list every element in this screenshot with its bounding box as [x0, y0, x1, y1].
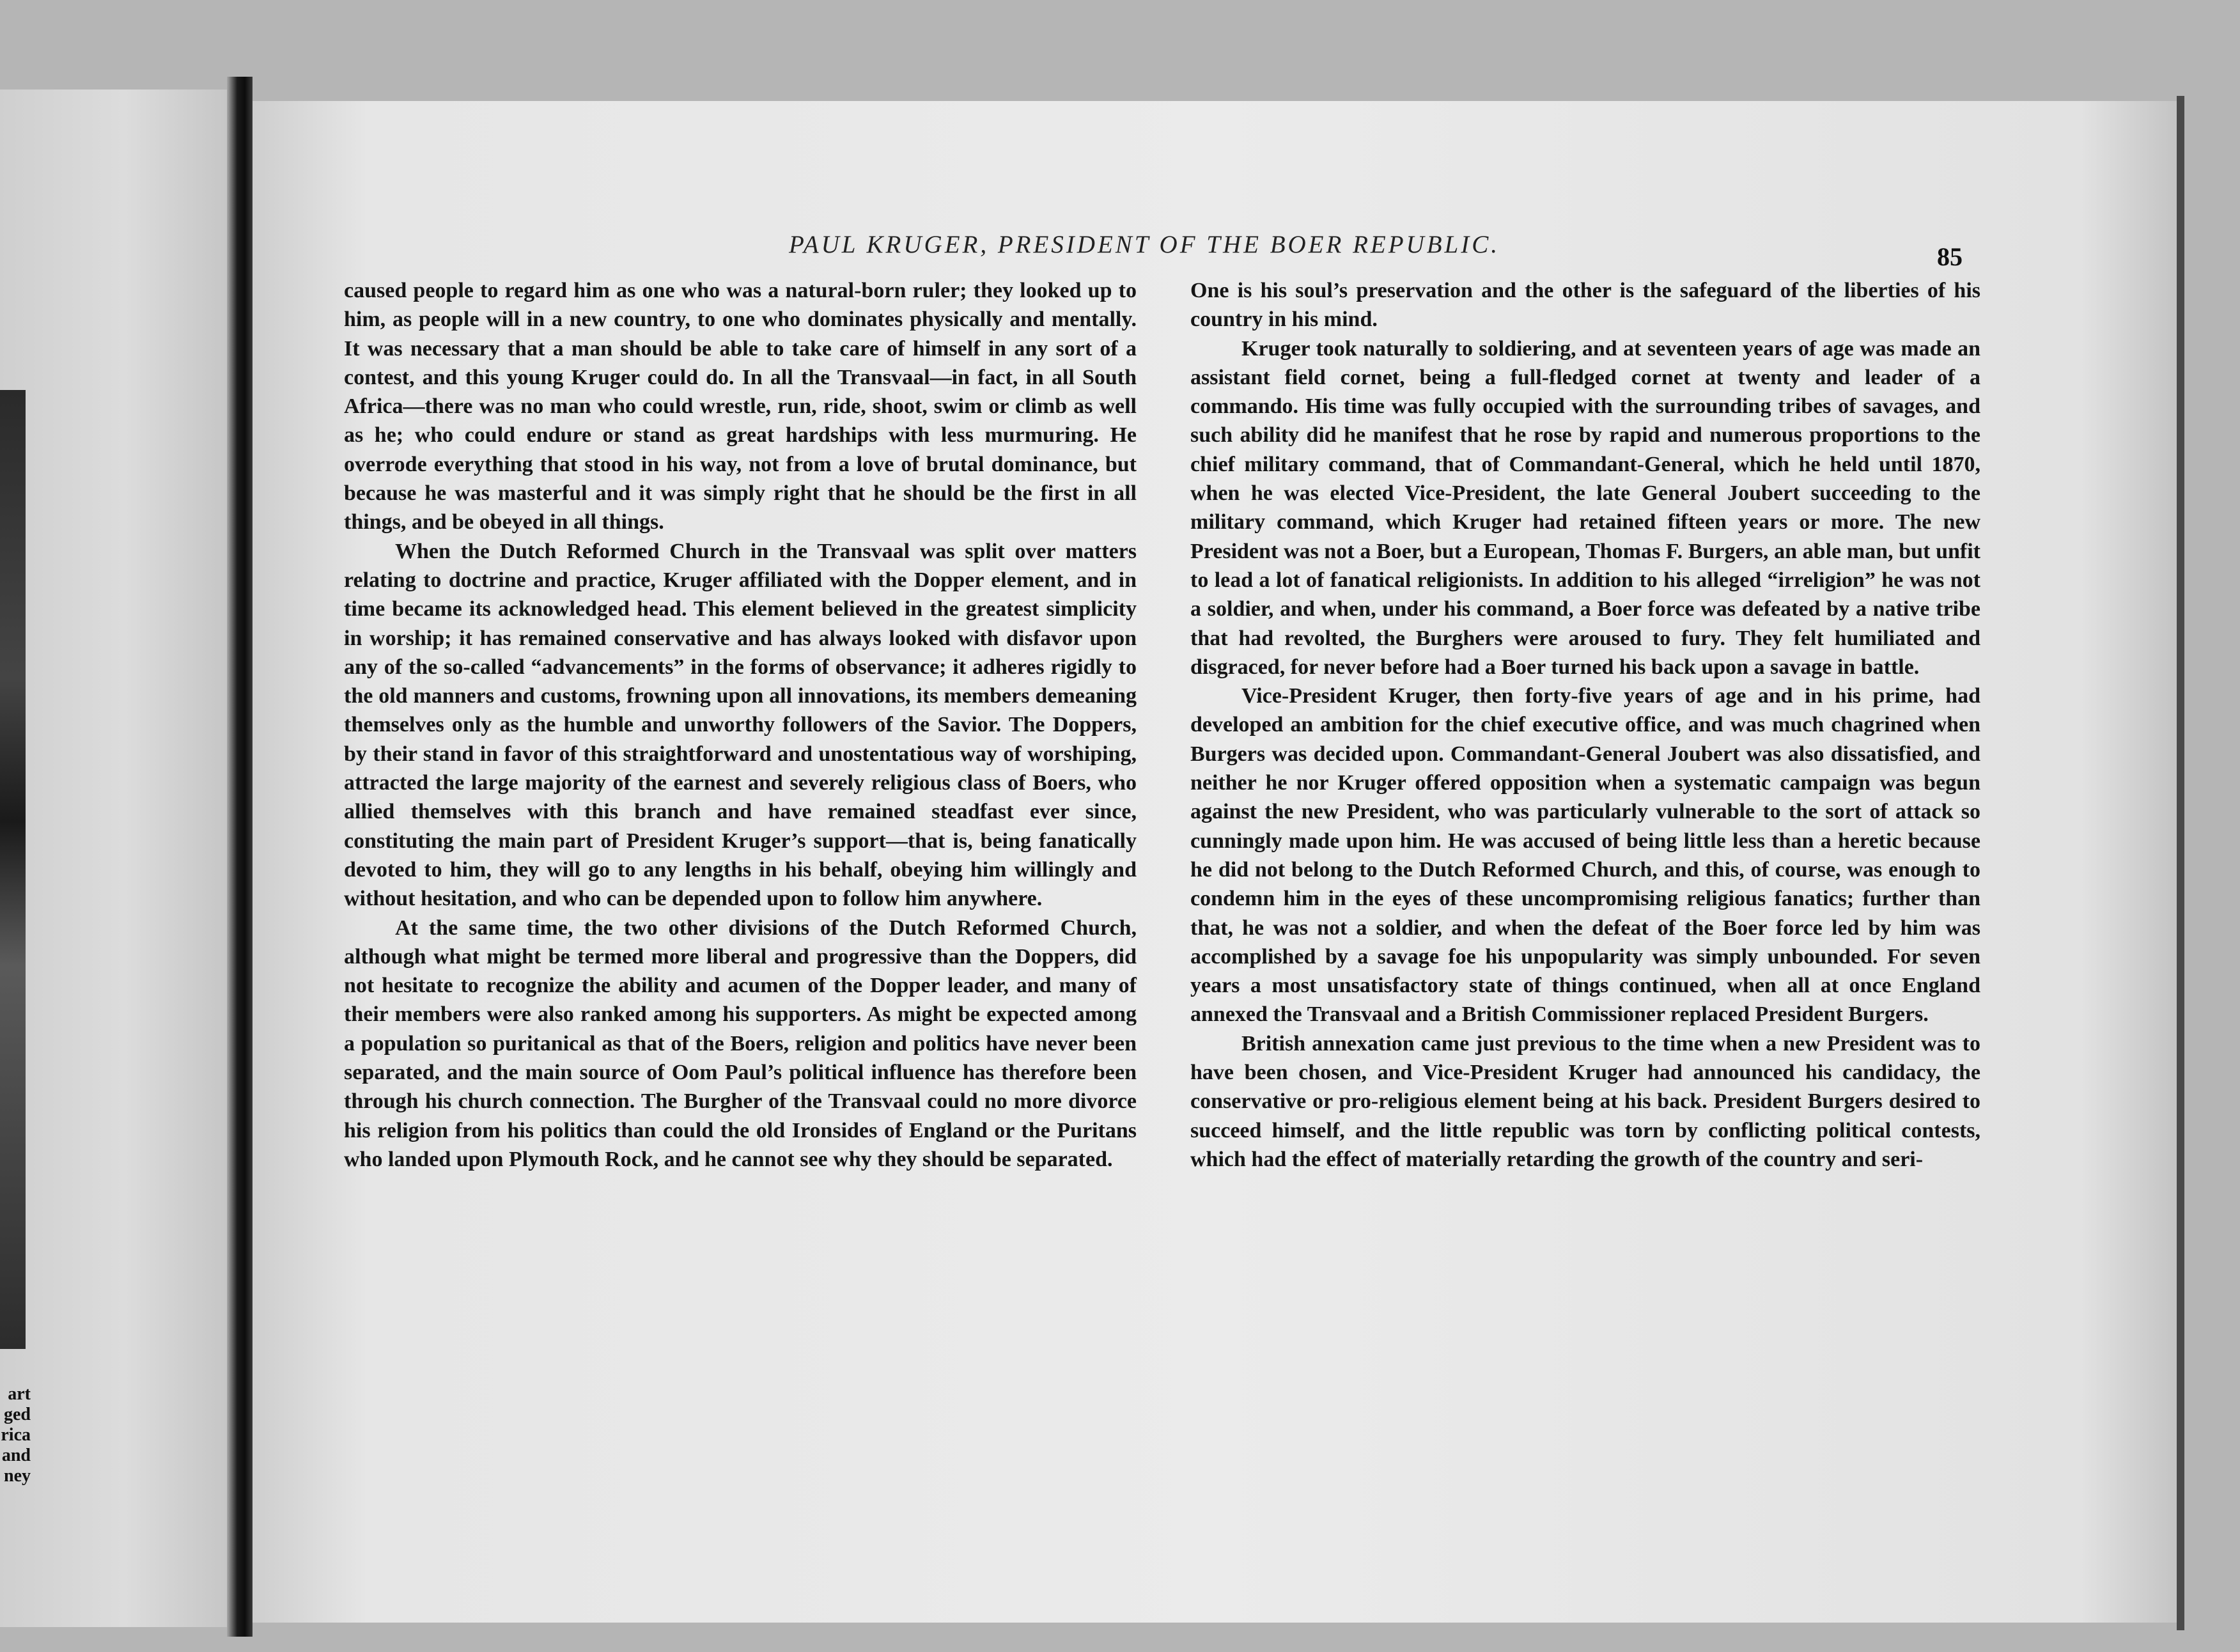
- right-column: [1190, 276, 1980, 1174]
- page-number: 85: [1937, 242, 1963, 271]
- paragraph: Kruger took naturally to soldiering, and at seventeen years of age was made an assistant field cornet, being a full-fledged cornet at twenty and leader of a commando. His time was fully occupied with the surrounding tribes of savages, and such ability did he manifest that he rose by rapid and numerous proportions to the chief military command, that of Commandant-General, which he held until 1870, when he was elected Vice-President, the late General Joubert succeeding to the military command, which Kruger had retained fifteen years or more. The new President was not a Boer, but a European, Thomas F. Burgers, an able man, but unfit to lead a lot of fanatical religionists. In addition to his alleged “irreligion” he was not a soldier, and when, under his command, a Boer force was defeated by a native tribe that had revolted, the Burghers were aroused to fury. They felt humiliated and disgraced, for never before had a Boer turned his back upon a savage in battle.: [1190, 336, 1980, 679]
- paragraph: At the same time, the two other divisions of the Dutch Reformed Church, although what might be termed more liberal and progressive than the Doppers, did not hesitate to recognize the ability and acumen of the Dopper leader, and many of their members were also ranked among his supporters. As might be expected among a population so puritanical as that of the Boers, religion and politics have never been separated, and the main source of Oom Paul’s political influence has therefore been through his church connection. The Burgher of the Transvaal could no more divorce his religion from his politics than could the old Ironsides of England or the Puritans who landed upon Plymouth Rock, and he cannot see why they should be separated.: [344, 916, 1137, 1171]
- caption-fragment: ney: [4, 1466, 31, 1486]
- paragraph: Vice-President Kruger, then forty-five years of age and in his prime, had developed an ambition for the chief executive office, and was much chagrined when Burgers was decided upon. Commandant-General Joubert was also dissatisfied, and neither he nor Kruger offered opposition when a systematic campaign was begun against the new President, who was particularly vulnerable to the sort of attack so cunningly made upon him. He was accused of being little less than a heretic because he did not belong to the Dutch Reformed Church, and this, of course, was enough to condemn him in the eyes of these uncompromising religious fanatics; further than that, he was not a soldier, and when the defeat of the Boer force led by him was accomplished by a savage foe his unpopularity was simply unbounded. For seven years a most unsatisfactory state of things continued, when all at once England annexed the Transvaal and a British Commissioner replaced President Burgers.: [1190, 684, 1980, 1027]
- caption-fragment: art: [8, 1384, 31, 1404]
- previous-page-photo: [0, 390, 26, 1349]
- running-head: PAUL KRUGER, PRESIDENT OF THE BOER REPUBLIC.: [789, 231, 1500, 258]
- previous-page-caption: [0, 1384, 31, 1486]
- paragraph: One is his soul’s preservation and the other is the safeguard of the liberties of his country in his mind.: [1190, 279, 1980, 332]
- left-column: [344, 276, 1137, 1174]
- previous-page: [0, 90, 227, 1627]
- paragraph: British annexation came just previous to the time when a new President was to have been chosen, and Vice-President Kruger had announced his candidacy, the conservative or pro-religious element being at his back. President Burgers desired to succeed himself, and the little republic was torn by conflicting political contests, which had the effect of materially retarding the growth of the country and seri-: [1190, 1031, 1980, 1171]
- caption-fragment: ged: [4, 1405, 31, 1424]
- paragraph: caused people to regard him as one who was a natural-born ruler; they looked up to him, as people will in a new country, to one who dominates physically and mentally. It was necessary that a man should be able to take care of himself in any sort of a contest, and this young Kruger could do. In all the Transvaal—in fact, in all South Africa—there was no man who could wrestle, run, ride, shoot, swim or climb as well as he; who could endure or stand as great hardships with less murmuring. He overrode everything that stood in his way, not from a love of brutal dominance, but because he was masterful and it was simply right that he should be the first in all things, and be obeyed in all things.: [344, 279, 1137, 534]
- page-edge: [2177, 96, 2184, 1630]
- caption-fragment: rica: [1, 1425, 31, 1445]
- caption-fragment: and: [1, 1446, 31, 1465]
- book-gutter: [227, 77, 253, 1637]
- paragraph: When the Dutch Reformed Church in the Transvaal was split over matters relating to doctrine and practice, Kruger affiliated with the Dopper element, and in time became its acknowledged head. This element believed in the greatest simplicity in worship; it has remained conservative and has always looked with disfavor upon any of the so-called “advancements” in the forms of observance; it adheres rigidly to the old manners and customs, frowning upon all innovations, its members demeaning themselves only as the humble and unworthy followers of the Savior. The Doppers, by their stand in favor of this straightforward and unostentatious way of worshiping, attracted the large majority of the earnest and severely religious class of Boers, who allied themselves with this branch and have remained steadfast ever since, constituting the main part of President Kruger’s support—that is, being fanatically devoted to him, they will go to any lengths in his behalf, obeying him willingly and without hesitation, and who can be depended upon to follow him anywhere.: [344, 539, 1137, 911]
